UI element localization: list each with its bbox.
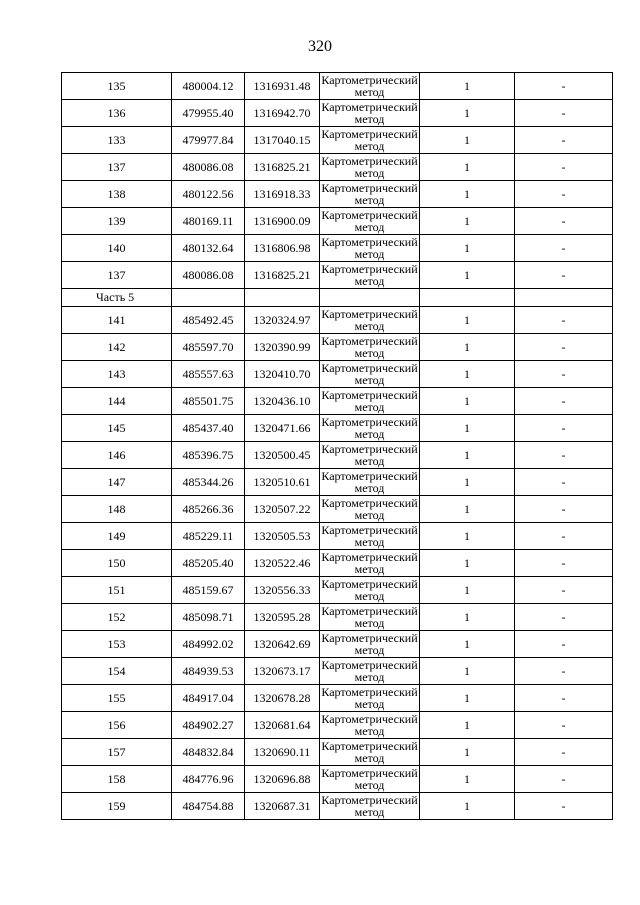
x-coordinate-cell: 480086.08 <box>172 154 245 181</box>
value-cell: 1 <box>420 415 515 442</box>
value-cell: 1 <box>420 73 515 100</box>
y-coordinate-cell: 1320673.17 <box>245 658 320 685</box>
y-coordinate-cell: 1316825.21 <box>245 262 320 289</box>
value-cell: 1 <box>420 235 515 262</box>
point-number-cell: 144 <box>62 388 172 415</box>
method-cell: Картометрический метод <box>321 235 418 261</box>
method-cell: Картометрический метод <box>321 154 418 180</box>
value-cell: 1 <box>420 442 515 469</box>
value-cell: 1 <box>420 577 515 604</box>
x-coordinate-cell: 480169.11 <box>172 208 245 235</box>
y-coordinate-cell: 1320678.28 <box>245 685 320 712</box>
table-row <box>62 550 613 577</box>
dash-cell: - <box>515 550 613 577</box>
method-cell: Картометрический метод <box>321 334 418 360</box>
method-cell: Картометрический метод <box>321 73 418 99</box>
x-coordinate-cell: 484902.27 <box>172 712 245 739</box>
dash-cell: - <box>515 127 613 154</box>
table-row <box>62 334 613 361</box>
value-cell: 1 <box>420 100 515 127</box>
y-coordinate-cell: 1317040.15 <box>245 127 320 154</box>
y-coordinate-cell: 1320500.45 <box>245 442 320 469</box>
x-coordinate-cell: 479977.84 <box>172 127 245 154</box>
method-cell: Картометрический метод <box>321 307 418 333</box>
y-coordinate-cell: 1320681.64 <box>245 712 320 739</box>
point-number-cell: 136 <box>62 100 172 127</box>
section-empty-cell <box>515 289 613 307</box>
x-coordinate-cell: 485205.40 <box>172 550 245 577</box>
value-cell: 1 <box>420 550 515 577</box>
method-cell: Картометрический метод <box>321 793 418 819</box>
x-coordinate-cell: 480122.56 <box>172 181 245 208</box>
y-coordinate-cell: 1320507.22 <box>245 496 320 523</box>
y-coordinate-cell: 1320556.33 <box>245 577 320 604</box>
point-number-cell: 141 <box>62 307 172 334</box>
section-empty-cell <box>420 289 515 307</box>
point-number-cell: 156 <box>62 712 172 739</box>
y-coordinate-cell: 1316900.09 <box>245 208 320 235</box>
value-cell: 1 <box>420 361 515 388</box>
table-row <box>62 388 613 415</box>
value-cell: 1 <box>420 496 515 523</box>
point-number-cell: 157 <box>62 739 172 766</box>
value-cell: 1 <box>420 388 515 415</box>
section-empty-cell <box>172 289 245 307</box>
point-number-cell: 150 <box>62 550 172 577</box>
point-number-cell: 137 <box>62 154 172 181</box>
table-row <box>62 307 613 334</box>
dash-cell: - <box>515 766 613 793</box>
table-row <box>62 496 613 523</box>
method-cell: Картометрический метод <box>321 361 418 387</box>
x-coordinate-cell: 485266.36 <box>172 496 245 523</box>
table-body-after-section <box>62 307 613 820</box>
point-number-cell: 143 <box>62 361 172 388</box>
method-cell: Картометрический метод <box>321 766 418 792</box>
value-cell: 1 <box>420 712 515 739</box>
value-cell: 1 <box>420 307 515 334</box>
method-cell: Картометрический метод <box>321 631 418 657</box>
x-coordinate-cell: 485229.11 <box>172 523 245 550</box>
y-coordinate-cell: 1320471.66 <box>245 415 320 442</box>
section-empty-cell <box>320 289 420 307</box>
table-row <box>62 631 613 658</box>
dash-cell: - <box>515 154 613 181</box>
value-cell: 1 <box>420 658 515 685</box>
x-coordinate-cell: 485492.45 <box>172 307 245 334</box>
x-coordinate-cell: 484776.96 <box>172 766 245 793</box>
method-cell: Картометрический метод <box>321 712 418 738</box>
x-coordinate-cell: 485098.71 <box>172 604 245 631</box>
dash-cell: - <box>515 442 613 469</box>
point-number-cell: 137 <box>62 262 172 289</box>
dash-cell: - <box>515 577 613 604</box>
value-cell: 1 <box>420 334 515 361</box>
method-cell: Картометрический метод <box>321 658 418 684</box>
value-cell: 1 <box>420 127 515 154</box>
method-cell: Картометрический метод <box>321 388 418 414</box>
table-row <box>62 766 613 793</box>
point-number-cell: 151 <box>62 577 172 604</box>
x-coordinate-cell: 484992.02 <box>172 631 245 658</box>
value-cell: 1 <box>420 523 515 550</box>
table-row <box>62 469 613 496</box>
table-row <box>62 73 613 100</box>
x-coordinate-cell: 485344.26 <box>172 469 245 496</box>
y-coordinate-cell: 1316931.48 <box>245 73 320 100</box>
method-cell: Картометрический метод <box>321 604 418 630</box>
value-cell: 1 <box>420 793 515 820</box>
method-cell: Картометрический метод <box>321 739 418 765</box>
table-row <box>62 100 613 127</box>
dash-cell: - <box>515 208 613 235</box>
x-coordinate-cell: 480132.64 <box>172 235 245 262</box>
method-cell: Картометрический метод <box>321 208 418 234</box>
y-coordinate-cell: 1316942.70 <box>245 100 320 127</box>
dash-cell: - <box>515 100 613 127</box>
table-row <box>62 181 613 208</box>
point-number-cell: 148 <box>62 496 172 523</box>
method-cell: Картометрический метод <box>321 127 418 153</box>
value-cell: 1 <box>420 685 515 712</box>
x-coordinate-cell: 480004.12 <box>172 73 245 100</box>
value-cell: 1 <box>420 469 515 496</box>
dash-cell: - <box>515 685 613 712</box>
x-coordinate-cell: 479955.40 <box>172 100 245 127</box>
value-cell: 1 <box>420 262 515 289</box>
point-number-cell: 152 <box>62 604 172 631</box>
y-coordinate-cell: 1316825.21 <box>245 154 320 181</box>
value-cell: 1 <box>420 766 515 793</box>
table-row <box>62 577 613 604</box>
dash-cell: - <box>515 361 613 388</box>
dash-cell: - <box>515 604 613 631</box>
y-coordinate-cell: 1320390.99 <box>245 334 320 361</box>
x-coordinate-cell: 485437.40 <box>172 415 245 442</box>
dash-cell: - <box>515 388 613 415</box>
point-number-cell: 149 <box>62 523 172 550</box>
table-row <box>62 361 613 388</box>
y-coordinate-cell: 1320436.10 <box>245 388 320 415</box>
x-coordinate-cell: 485597.70 <box>172 334 245 361</box>
dash-cell: - <box>515 739 613 766</box>
point-number-cell: 133 <box>62 127 172 154</box>
table-row <box>62 793 613 820</box>
method-cell: Картометрический метод <box>321 262 418 288</box>
method-cell: Картометрический метод <box>321 469 418 495</box>
table-row <box>62 658 613 685</box>
dash-cell: - <box>515 712 613 739</box>
section-row <box>62 289 613 307</box>
value-cell: 1 <box>420 604 515 631</box>
point-number-cell: 159 <box>62 793 172 820</box>
point-number-cell: 147 <box>62 469 172 496</box>
table-row <box>62 262 613 289</box>
point-number-cell: 139 <box>62 208 172 235</box>
x-coordinate-cell: 480086.08 <box>172 262 245 289</box>
dash-cell: - <box>515 469 613 496</box>
dash-cell: - <box>515 658 613 685</box>
point-number-cell: 135 <box>62 73 172 100</box>
point-number-cell: 140 <box>62 235 172 262</box>
dash-cell: - <box>515 307 613 334</box>
x-coordinate-cell: 485557.63 <box>172 361 245 388</box>
y-coordinate-cell: 1320687.31 <box>245 793 320 820</box>
y-coordinate-cell: 1316918.33 <box>245 181 320 208</box>
table-body-section <box>62 289 613 307</box>
y-coordinate-cell: 1316806.98 <box>245 235 320 262</box>
dash-cell: - <box>515 181 613 208</box>
value-cell: 1 <box>420 154 515 181</box>
page-number: 320 <box>308 38 332 55</box>
x-coordinate-cell: 485501.75 <box>172 388 245 415</box>
table-row <box>62 127 613 154</box>
section-empty-cell <box>245 289 320 307</box>
method-cell: Картометрический метод <box>321 100 418 126</box>
x-coordinate-cell: 484917.04 <box>172 685 245 712</box>
table-row <box>62 712 613 739</box>
point-number-cell: 153 <box>62 631 172 658</box>
point-number-cell: 158 <box>62 766 172 793</box>
method-cell: Картометрический метод <box>321 577 418 603</box>
y-coordinate-cell: 1320690.11 <box>245 739 320 766</box>
table-row <box>62 685 613 712</box>
y-coordinate-cell: 1320595.28 <box>245 604 320 631</box>
table-row <box>62 604 613 631</box>
dash-cell: - <box>515 415 613 442</box>
point-number-cell: 155 <box>62 685 172 712</box>
method-cell: Картометрический метод <box>321 685 418 711</box>
y-coordinate-cell: 1320410.70 <box>245 361 320 388</box>
table-row <box>62 415 613 442</box>
table-row <box>62 208 613 235</box>
table-row <box>62 235 613 262</box>
dash-cell: - <box>515 793 613 820</box>
value-cell: 1 <box>420 208 515 235</box>
dash-cell: - <box>515 262 613 289</box>
y-coordinate-cell: 1320324.97 <box>245 307 320 334</box>
dash-cell: - <box>515 631 613 658</box>
coordinates-table <box>61 72 613 820</box>
value-cell: 1 <box>420 739 515 766</box>
method-cell: Картометрический метод <box>321 181 418 207</box>
x-coordinate-cell: 485396.75 <box>172 442 245 469</box>
x-coordinate-cell: 485159.67 <box>172 577 245 604</box>
y-coordinate-cell: 1320522.46 <box>245 550 320 577</box>
x-coordinate-cell: 484832.84 <box>172 739 245 766</box>
point-number-cell: 142 <box>62 334 172 361</box>
y-coordinate-cell: 1320505.53 <box>245 523 320 550</box>
method-cell: Картометрический метод <box>321 523 418 549</box>
method-cell: Картометрический метод <box>321 550 418 576</box>
point-number-cell: 145 <box>62 415 172 442</box>
dash-cell: - <box>515 496 613 523</box>
y-coordinate-cell: 1320510.61 <box>245 469 320 496</box>
table-body-before-section <box>62 73 613 289</box>
table-row <box>62 523 613 550</box>
x-coordinate-cell: 484939.53 <box>172 658 245 685</box>
y-coordinate-cell: 1320696.88 <box>245 766 320 793</box>
table-row <box>62 154 613 181</box>
section-label: Часть 5 <box>62 289 172 307</box>
point-number-cell: 154 <box>62 658 172 685</box>
dash-cell: - <box>515 73 613 100</box>
point-number-cell: 146 <box>62 442 172 469</box>
method-cell: Картометрический метод <box>321 442 418 468</box>
table-row <box>62 739 613 766</box>
table-row <box>62 442 613 469</box>
dash-cell: - <box>515 523 613 550</box>
value-cell: 1 <box>420 631 515 658</box>
x-coordinate-cell: 484754.88 <box>172 793 245 820</box>
point-number-cell: 138 <box>62 181 172 208</box>
y-coordinate-cell: 1320642.69 <box>245 631 320 658</box>
dash-cell: - <box>515 235 613 262</box>
dash-cell: - <box>515 334 613 361</box>
method-cell: Картометрический метод <box>321 415 418 441</box>
method-cell: Картометрический метод <box>321 496 418 522</box>
value-cell: 1 <box>420 181 515 208</box>
